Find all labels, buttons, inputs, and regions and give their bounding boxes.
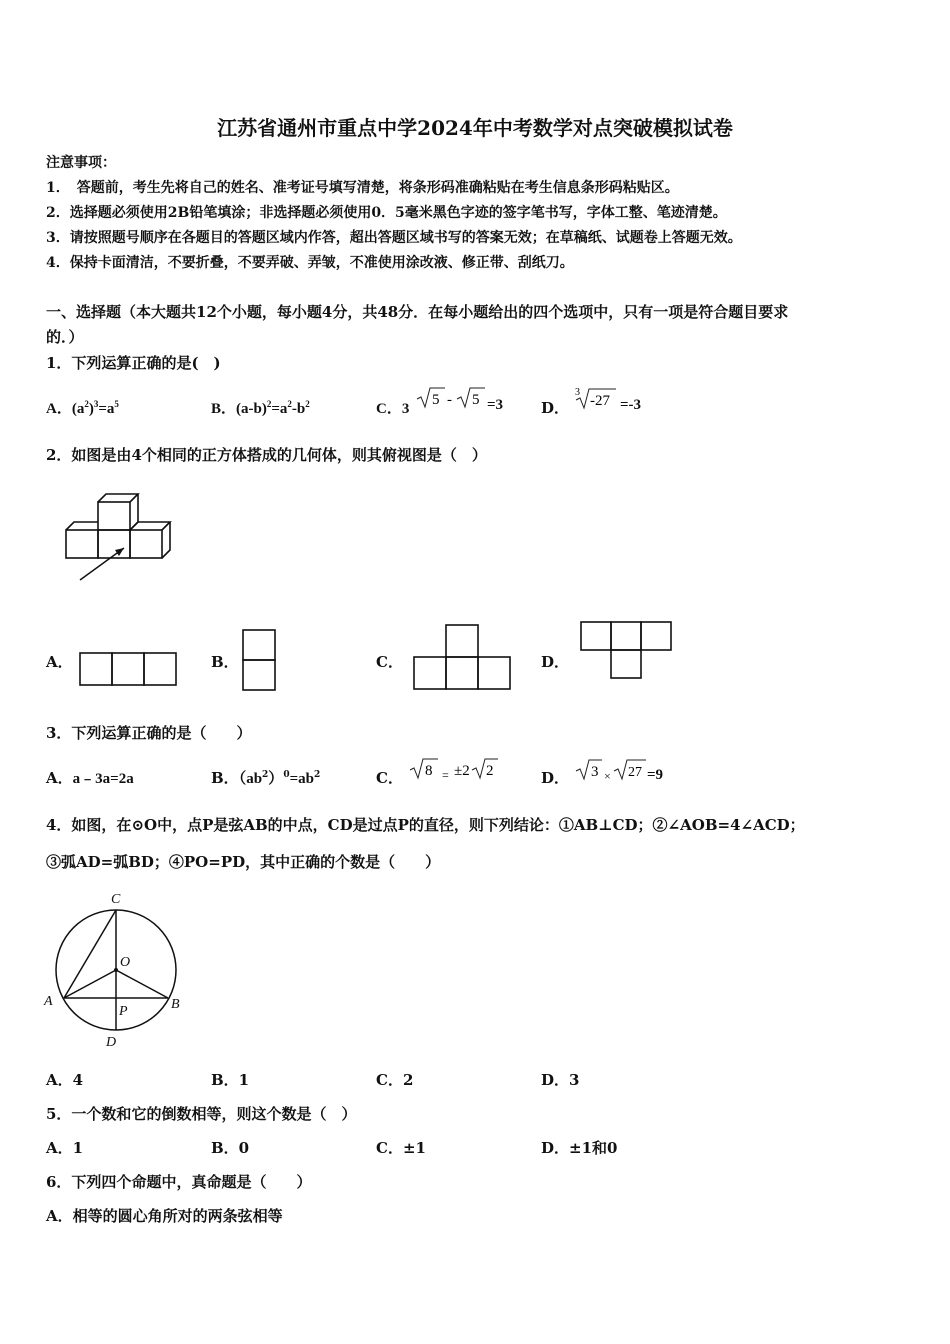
- q2-option-c-label: C．: [376, 653, 403, 671]
- q1-option-c-result: =3: [487, 397, 504, 413]
- notice-item-3: 3．请按照题号顺序在各题目的答题区域内作答，超出答题区域书写的答案无效；在草稿纸、试题卷上答题无效。: [46, 230, 742, 246]
- q3-option-d-math: [574, 757, 648, 787]
- q1-option-d-math: [574, 386, 620, 414]
- q4-circle-figure: [40, 888, 190, 1050]
- q5-option-b: B．0: [211, 1139, 250, 1157]
- q5-option-c: C．±1: [376, 1139, 426, 1157]
- q1-option-d-label: D．: [541, 399, 570, 417]
- section-heading-line1: 一、选择题（本大题共12个小题，每小题4分，共48分．在每小题给出的四个选项中，只有一项是符合题目要求: [46, 303, 789, 321]
- q1-c-op: -: [447, 392, 452, 408]
- q6-stem: 6．下列四个命题中，真命题是（ ）: [46, 1173, 312, 1191]
- q3-option-c-math: [408, 756, 498, 786]
- q3-c-pm: ±2: [454, 763, 470, 779]
- q5-stem: 5．一个数和它的倒数相等，则这个数是（ ）: [46, 1105, 357, 1123]
- notice-item-2: 2．选择题必须使用2B铅笔填涂；非选择题必须使用0．5毫米黑色字迹的签字笔书写，字体工整、笔迹清楚。: [46, 205, 727, 221]
- q4-option-a: A．4: [46, 1071, 84, 1089]
- q1-option-d-result: =-3: [620, 397, 642, 413]
- q3-d-times: ×: [604, 769, 611, 783]
- q1-c-rad1: 5: [432, 392, 440, 408]
- q1-option-a: A．$(a^2)^3=a^5$: [46, 399, 119, 417]
- q2-option-d-label: D．: [541, 653, 570, 671]
- q3-d-rad1: 3: [591, 764, 599, 780]
- q2-option-b-label: B．: [211, 653, 239, 671]
- q2-option-a-label: A．: [46, 653, 73, 671]
- q2-option-a-figure: [78, 651, 178, 689]
- q2-option-d-figure: [579, 620, 675, 682]
- q3-c-eq: =: [442, 768, 449, 782]
- q1-d-index: 3: [575, 387, 580, 398]
- q5-option-a: A．1: [46, 1139, 84, 1157]
- q3-option-d-result: =9: [647, 767, 664, 783]
- q3-option-b: B．$(ab^2)^0=ab^2$: [211, 769, 321, 787]
- label-c: C: [111, 892, 121, 907]
- q1-stem: 1．下列运算正确的是( ): [46, 354, 221, 372]
- label-a: A: [44, 994, 53, 1009]
- label-b: B: [171, 997, 180, 1012]
- q1-option-c-math: [415, 385, 485, 415]
- q2-option-b-figure: [241, 628, 279, 692]
- q4-stem-line2: ③弧AD=弧BD；④PO=PD，其中正确的个数是（ ）: [46, 853, 441, 871]
- page-title: 江苏省通州市重点中学2024年中考数学对点突破模拟试卷: [217, 116, 733, 140]
- q2-stem: 2．如图是由4个相同的正方体搭成的几何体，则其俯视图是（ ）: [46, 446, 487, 464]
- q5-option-d: D．±1和0: [541, 1139, 618, 1157]
- q3-option-d-label: D．: [541, 769, 570, 787]
- q1-option-c-label: C．3: [376, 401, 410, 417]
- label-p: P: [119, 1004, 128, 1019]
- q3-d-rad2: 27: [628, 765, 642, 780]
- notice-heading: 注意事项：: [46, 155, 116, 171]
- q1-option-b: B．$(a-b)^2=a^2-b^2$: [211, 399, 310, 417]
- label-o: O: [120, 955, 131, 970]
- q2-option-c-figure: [412, 623, 514, 691]
- q4-option-b: B．1: [211, 1071, 250, 1089]
- label-d: D: [106, 1035, 117, 1050]
- q3-option-a: A．a﹣3a=2a: [46, 769, 134, 787]
- q1-c-rad2: 5: [472, 392, 480, 408]
- q4-stem-line1: 4．如图，在⊙O中，点P是弦AB的中点，CD是过点P的直径，则下列结论：①AB⊥CD；②∠AOB=4∠ACD；: [46, 816, 805, 834]
- q3-option-c-label: C．: [376, 769, 403, 787]
- notice-item-4: 4．保持卡面清洁，不要折叠，不要弄破、弄皱，不准使用涂改液、修正带、刮纸刀。: [46, 255, 574, 271]
- q2-cube-figure: [60, 488, 190, 598]
- q3-c-rad1: 8: [425, 763, 433, 779]
- q3-stem: 3．下列运算正确的是（ ）: [46, 724, 252, 742]
- q4-option-c: C．2: [376, 1071, 414, 1089]
- q4-option-d: D．3: [541, 1071, 580, 1089]
- notice-item-1: 1． 答题前，考生先将自己的姓名、准考证号填写清楚，将条形码准确粘贴在考生信息条形码粘贴区。: [46, 180, 679, 196]
- q1-d-rad: -27: [590, 393, 610, 409]
- section-heading-line2: 的．）: [46, 328, 84, 346]
- q3-c-rad2: 2: [486, 763, 494, 779]
- q6-option-a: A．相等的圆心角所对的两条弦相等: [46, 1207, 283, 1225]
